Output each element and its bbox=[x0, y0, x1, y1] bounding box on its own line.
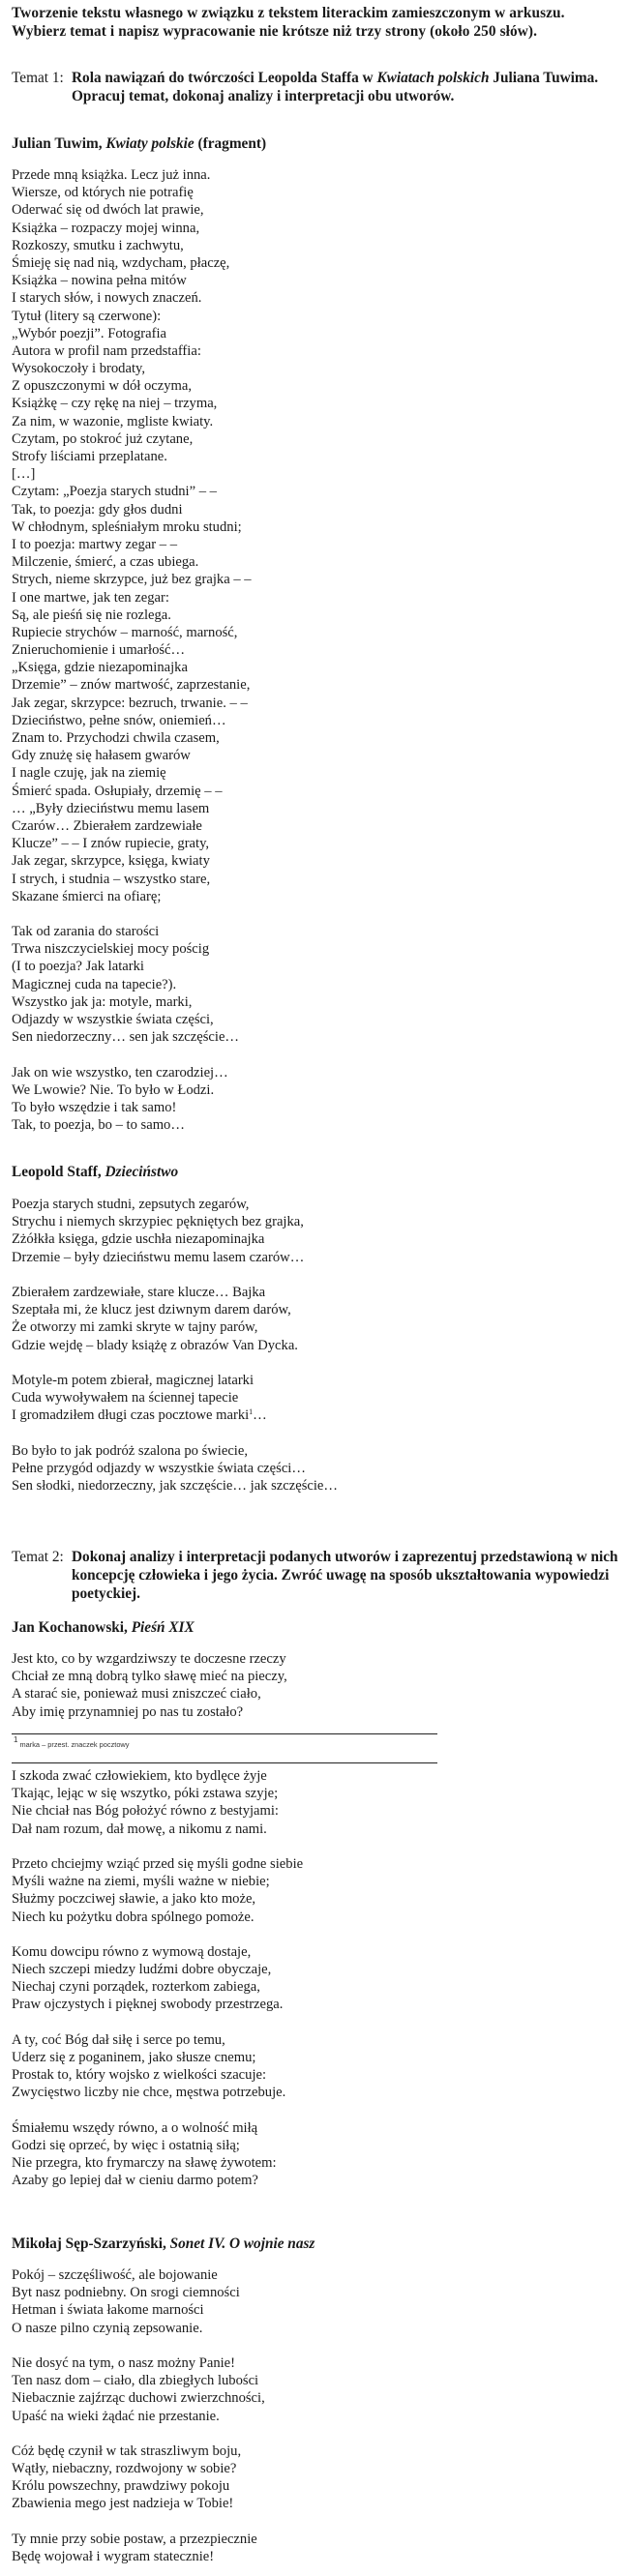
poem-line-text: Strofy liściami przeplatane. bbox=[12, 449, 167, 464]
poem-line-text: Byt nasz podniebny. On srogi ciemności bbox=[12, 2285, 240, 2301]
poem-line bbox=[12, 2301, 265, 2319]
poem-line-text: Pełne przygód odjazdy w wszystkie świata części… bbox=[12, 1460, 306, 1476]
poem-line bbox=[12, 835, 252, 852]
poem-line bbox=[12, 1650, 287, 1668]
poem-line-text: Magicznej cuda na tapecie?). bbox=[12, 976, 177, 992]
poem-3-body-part-1 bbox=[12, 1650, 287, 1721]
poem-line-text: Prostak to, który wojsko z wielkości szacuje: bbox=[12, 2067, 267, 2084]
poem-1-title: Kwiaty polskie bbox=[105, 135, 195, 152]
poem-line-text: „Księga, gdzie niezapominajka bbox=[12, 660, 188, 676]
poem-line bbox=[12, 413, 252, 430]
poem-line-text: Przeto chciejmy wziąć przed się myśli godne siebie bbox=[12, 1855, 304, 1872]
poem-line-text: Jak zegar, skrzypce: bezruch, trwanie. – – bbox=[12, 695, 248, 711]
poem-line bbox=[12, 2443, 265, 2460]
poem-line-text: Strych, nieme skrzypce, już bez grajka – – bbox=[12, 572, 252, 588]
poem-line bbox=[12, 659, 252, 676]
poem-line bbox=[12, 571, 252, 588]
poem-line bbox=[12, 2084, 325, 2101]
poem-line bbox=[12, 1873, 325, 1890]
poem-line-text: Oderwać się od dwóch lat prawie, bbox=[12, 202, 204, 219]
poem-line-text: Pokój – szczęśliwość, ale bojowanie bbox=[12, 2267, 218, 2283]
poem-line-text: … „Były dzieciństwu memu lasem bbox=[12, 800, 210, 816]
poem-line-text: Godzi się oprzeć, by więc i ostatnią siłą; bbox=[12, 2137, 240, 2153]
poem-line bbox=[12, 783, 252, 800]
poem-line bbox=[12, 1196, 338, 1213]
poem-line-text: Czytam: „Poezja starych studni” – – bbox=[12, 484, 217, 500]
poem-line bbox=[12, 448, 252, 465]
topic-2 bbox=[12, 1548, 618, 1603]
poem-line bbox=[12, 360, 252, 377]
poem-line bbox=[12, 1011, 252, 1028]
poem-line bbox=[12, 289, 252, 307]
poem-line bbox=[12, 607, 252, 624]
poem-line bbox=[12, 272, 252, 289]
poem-line-text: Tkając, lejąc w się wszytko, póki zstawa szyje; bbox=[12, 1786, 279, 1802]
poem-line-text: I one martwe, jak ten zegar: bbox=[12, 589, 169, 606]
poem-line-text: Niech szczepi miedzy ludźmi dobre obyczaje, bbox=[12, 1962, 272, 1978]
poem-line bbox=[12, 993, 252, 1011]
stanza-break bbox=[12, 2425, 265, 2443]
poem-line-text: Klucze” – – I znów rupiecie, graty, bbox=[12, 836, 210, 852]
poem-1-heading bbox=[12, 134, 266, 153]
poem-line-text: Azaby go lepiej dał w cieniu darmo potem? bbox=[12, 2173, 258, 2189]
stanza-break bbox=[12, 1266, 338, 1284]
poem-4-author: Mikołaj Sęp-Szarzyński, bbox=[12, 2235, 170, 2252]
poem-2-body bbox=[12, 1196, 338, 1495]
instructions-line-2: Wybierz temat i napisz wypracowanie nie krótsze niż trzy strony (około 250 słów). bbox=[12, 23, 537, 40]
poem-line-text: Służmy poczciwej sławie, a jako kto może, bbox=[12, 1891, 256, 1908]
poem-line-text: O nasze pilno czynią zepsowanie. bbox=[12, 2320, 203, 2336]
topic-2-text-line-3: poetyckiej. bbox=[72, 1585, 140, 1602]
topic-2-text bbox=[72, 1548, 618, 1603]
poem-line bbox=[12, 641, 252, 659]
poem-line bbox=[12, 2284, 265, 2301]
poem-line-text: Będę wojował i wygram statecznie! bbox=[12, 2549, 215, 2564]
poem-line bbox=[12, 2354, 265, 2372]
poem-line bbox=[12, 1116, 252, 1134]
poem-3-title: Pieśń XIX bbox=[131, 1619, 195, 1636]
topic-1-text-line-2: Opracuj temat, dokonaj analizy i interpretacji obu utworów. bbox=[72, 88, 455, 104]
poem-line bbox=[12, 1767, 325, 1785]
poem-line-text: Czarów… Zbierałem zardzewiałe bbox=[12, 817, 202, 834]
poem-line-text: Myśli ważne na ziemi, myśli ważne w niebie; bbox=[12, 1874, 270, 1890]
poem-line-text: Motyle-m potem zbierał, magicznej latarki bbox=[12, 1372, 255, 1388]
poem-line bbox=[12, 1821, 325, 1838]
poem-line-text: Drzemie – były dzieciństwu memu lasem czarów… bbox=[12, 1249, 305, 1265]
poem-line bbox=[12, 1318, 338, 1336]
poem-line bbox=[12, 2372, 265, 2389]
poem-line bbox=[12, 2119, 325, 2137]
stanza-break bbox=[12, 1926, 325, 1943]
poem-line bbox=[12, 1442, 338, 1460]
poem-line-text: Wiersze, od których nie potrafię bbox=[12, 185, 194, 201]
poem-line-text: Rozkoszy, smutku i zachwytu, bbox=[12, 237, 184, 253]
poem-line bbox=[12, 1389, 338, 1406]
topic-1-label: Temat 1: bbox=[12, 70, 64, 86]
poem-line-text: I szkoda zwać człowiekiem, kto bydlęce żyje bbox=[12, 1768, 267, 1784]
poem-3-body-part-2 bbox=[12, 1767, 325, 2190]
poem-line-text: Zżółkła księga, gdzie uschła niezapominajka bbox=[12, 1231, 265, 1248]
poem-line-text: (I to poezja? Jak latarki bbox=[12, 959, 144, 975]
poem-line-text: Rupiecie strychów – marność, marność, bbox=[12, 624, 238, 640]
poem-line bbox=[12, 2408, 265, 2425]
footnote-rule-top bbox=[12, 1733, 437, 1734]
poem-line-text: Aby imię przynamniej po nas tu zostało? bbox=[12, 1703, 244, 1720]
poem-line-text: Nie przegra, kto frymarczy na sławę żywotem: bbox=[12, 2155, 277, 2172]
footnote-reference: 1 bbox=[249, 1407, 254, 1417]
stanza-break bbox=[12, 2014, 325, 2031]
poem-line-text: Zwycięstwo liczby nie chce, męstwa potrzebuje. bbox=[12, 2085, 286, 2101]
poem-3-heading bbox=[12, 1618, 195, 1637]
poem-line-text: Tak od zarania do starości bbox=[12, 924, 160, 940]
poem-line-text: Uderz się z poganinem, jako słusze cnemu; bbox=[12, 2050, 256, 2065]
poem-line-text: W chłodnym, spleśniałym mroku studni; bbox=[12, 518, 242, 535]
poem-line-text: Śmieję się nad nią, wzdycham, płaczę, bbox=[12, 254, 230, 271]
poem-line bbox=[12, 465, 252, 483]
footnote bbox=[14, 1735, 130, 1750]
poem-line-text: Niechaj czyni porządek, rozterkom zabiega, bbox=[12, 1979, 260, 1996]
poem-line-text: Gdzie wejdę – blady książę z obrazów Van Dycka. bbox=[12, 1337, 298, 1353]
poem-line-text: Że otworzy mi zamki skryte w tajny parów, bbox=[12, 1319, 258, 1336]
topic-1-book-title: Kwiatach polskich bbox=[376, 70, 490, 86]
poem-line bbox=[12, 676, 252, 694]
poem-line-text: We Lwowie? Nie. To było w Łodzi. bbox=[12, 1081, 215, 1098]
poem-line-text: Znieruchomienie i umarłość… bbox=[12, 642, 186, 659]
poem-line bbox=[12, 1703, 287, 1721]
poem-line-text: I gromadziłem długi czas pocztowe marki bbox=[12, 1407, 250, 1424]
poem-line-text: Śmierć spada. Osłupiały, drzemię – – bbox=[12, 783, 223, 799]
poem-line bbox=[12, 1028, 252, 1046]
poem-line bbox=[12, 325, 252, 342]
poem-line bbox=[12, 764, 252, 782]
poem-line bbox=[12, 1978, 325, 1996]
poem-2-author: Leopold Staff, bbox=[12, 1164, 105, 1180]
poem-line bbox=[12, 1943, 325, 1961]
poem-line-text: Jest kto, co by wzgardziwszy te doczesne rzeczy bbox=[12, 1651, 286, 1667]
poem-line bbox=[12, 1099, 252, 1116]
poem-line bbox=[12, 2049, 325, 2066]
poem-line-text: Książka – rozpaczy mojej winna, bbox=[12, 220, 200, 236]
poem-1-note: (fragment) bbox=[194, 135, 267, 152]
poem-line-text: […] bbox=[12, 466, 36, 483]
stanza-break bbox=[12, 2513, 265, 2531]
poem-line bbox=[12, 1284, 338, 1301]
poem-line bbox=[12, 976, 252, 993]
poem-line-text: Hetman i świata łakome marności bbox=[12, 2302, 204, 2319]
poem-line-text: To było wszędzie i tak samo! bbox=[12, 1099, 177, 1115]
poem-line-text: Z opuszczonymi w dół oczyma, bbox=[12, 378, 193, 395]
poem-line bbox=[12, 184, 252, 201]
poem-line bbox=[12, 1064, 252, 1081]
poem-line bbox=[12, 958, 252, 975]
poem-line bbox=[12, 2531, 265, 2548]
poem-line bbox=[12, 695, 252, 712]
poem-line-text: Królu powszechny, prawdziwy pokoju bbox=[12, 2478, 230, 2495]
poem-line bbox=[12, 201, 252, 219]
poem-line bbox=[12, 852, 252, 870]
poem-line bbox=[12, 2477, 265, 2495]
instructions bbox=[12, 4, 565, 41]
poem-line bbox=[12, 536, 252, 553]
poem-line bbox=[12, 1685, 287, 1703]
poem-4-body bbox=[12, 2266, 265, 2565]
poem-line bbox=[12, 1909, 325, 1926]
poem-line-text: Sen niedorzeczny… sen jak szczęście… bbox=[12, 1029, 240, 1046]
poem-line bbox=[12, 1961, 325, 1978]
poem-line bbox=[12, 1230, 338, 1248]
topic-1 bbox=[12, 69, 598, 105]
poem-line-text: I to poezja: martwy zegar – – bbox=[12, 536, 177, 552]
poem-line-text: Są, ale pieśń się nie rozlega. bbox=[12, 607, 171, 623]
poem-line-text: Ty mnie przy sobie postaw, a przezpiecznie bbox=[12, 2531, 257, 2547]
poem-line-text: Gdy znużę się hałasem gwarów bbox=[12, 748, 191, 764]
poem-line bbox=[12, 1301, 338, 1318]
poem-line-text: Zbierałem zardzewiałe, stare klucze… Bajka bbox=[12, 1284, 266, 1300]
stanza-break bbox=[12, 1838, 325, 1855]
poem-line-text: Wysokoczoły i brodaty, bbox=[12, 361, 145, 377]
poem-line-text: Zbawienia mego jest nadzieja w Tobie! bbox=[12, 2496, 234, 2512]
poem-line bbox=[12, 395, 252, 412]
poem-line-text: Tak, to poezja, bo – to samo… bbox=[12, 1117, 185, 1134]
poem-line bbox=[12, 377, 252, 395]
poem-line bbox=[12, 817, 252, 835]
poem-line bbox=[12, 553, 252, 571]
poem-line-text: Tytuł (litery są czerwone): bbox=[12, 308, 162, 324]
poem-line-text: Czytam, po stokroć już czytane, bbox=[12, 430, 194, 447]
poem-line-text: Cóż będę czynił w tak straszliwym boju, bbox=[12, 2443, 242, 2459]
poem-line-text: Znam to. Przychodzi chwila czasem, bbox=[12, 730, 220, 746]
poem-line-text: Bo było to jak podróż szalona po świecie, bbox=[12, 1442, 248, 1459]
poem-line bbox=[12, 888, 252, 905]
poem-line-text: Poezja starych studni, zepsutych zegarów, bbox=[12, 1197, 250, 1212]
poem-line-text: Książkę – czy rękę na niej – trzyma, bbox=[12, 396, 218, 412]
poem-line-text: Nie dosyć na tym, o nasz możny Panie! bbox=[12, 2354, 236, 2371]
poem-line-text: Milczenie, śmierć, a czas ubiega. bbox=[12, 554, 199, 571]
poem-line-text: Upaść na wieki żądać nie przestanie. bbox=[12, 2408, 220, 2424]
poem-line bbox=[12, 518, 252, 536]
poem-line-text: Dał nam rozum, dał mowę, a nikomu z nami. bbox=[12, 1821, 267, 1837]
stanza-break bbox=[12, 2102, 325, 2119]
poem-line-text: „Wybór poezji”. Fotografia bbox=[12, 325, 166, 341]
footnote-marker: 1 bbox=[14, 1735, 18, 1744]
poem-line-text: Szeptała mi, że klucz jest dziwnym darem darów, bbox=[12, 1302, 291, 1318]
footnote-text: marka – przest. znaczek pocztowy bbox=[17, 1740, 130, 1749]
poem-line bbox=[12, 624, 252, 641]
footnote-rule-bottom bbox=[12, 1762, 437, 1763]
topic-1-text-part: Juliana Tuwima. bbox=[489, 70, 599, 86]
stanza-break bbox=[12, 905, 252, 923]
poem-line bbox=[12, 2460, 265, 2477]
poem-line-text: Tak, to poezja: gdy głos dudni bbox=[12, 501, 183, 518]
poem-line-text: Chciał ze mną dobrą tylko sławę mieć na pieczy, bbox=[12, 1669, 287, 1685]
poem-line bbox=[12, 2548, 265, 2565]
poem-line bbox=[12, 1213, 338, 1230]
poem-line-text: A ty, coć Bóg dał siłę i serce po temu, bbox=[12, 2031, 225, 2048]
poem-line bbox=[12, 254, 252, 272]
stanza-break bbox=[12, 1424, 338, 1441]
poem-line bbox=[12, 1890, 325, 1908]
poem-line-text: Przede mną książka. Lecz już inna. bbox=[12, 167, 211, 183]
topic-2-text-line-1: Dokonaj analizy i interpretacji podanych utworów i zaprezentuj przedstawioną w nich bbox=[72, 1549, 618, 1565]
poem-line-text: Śmiałemu wszędy równo, a o wolność miłą bbox=[12, 2119, 258, 2136]
poem-line-text: Ten nasz dom – ciało, dla zbiegłych lubości bbox=[12, 2373, 259, 2389]
poem-line bbox=[12, 483, 252, 500]
poem-line bbox=[12, 923, 252, 940]
poem-line bbox=[12, 2320, 265, 2337]
poem-line bbox=[12, 166, 252, 184]
poem-line bbox=[12, 729, 252, 747]
poem-line bbox=[12, 2137, 325, 2154]
poem-2-heading bbox=[12, 1163, 178, 1181]
poem-line-text: Za nim, w wazonie, mgliste kwiaty. bbox=[12, 413, 214, 429]
poem-line-text: Niebacznie zajźrząc duchowi zwierzchności, bbox=[12, 2390, 265, 2407]
topic-2-label: Temat 2: bbox=[12, 1549, 64, 1565]
poem-4-heading bbox=[12, 2235, 325, 2253]
poem-line bbox=[12, 1802, 325, 1820]
poem-line bbox=[12, 501, 252, 518]
poem-line bbox=[12, 871, 252, 888]
poem-line-text: Nie chciał nas Bóg położyć równo z bestyjami: bbox=[12, 1803, 279, 1820]
poem-line-text: Skazane śmierci na ofiarę; bbox=[12, 888, 162, 904]
stanza-break bbox=[12, 2337, 265, 2354]
poem-line bbox=[12, 2389, 265, 2407]
poem-line-text: Praw ojczystych i pięknej swobody przestrzega. bbox=[12, 1997, 284, 2013]
poem-line-ellipsis: … bbox=[253, 1407, 267, 1424]
poem-line bbox=[12, 342, 252, 360]
poem-line-text: Komu dowcipu równo z wymową dostaje, bbox=[12, 1943, 252, 1960]
poem-line-text: I starych słów, i nowych znaczeń. bbox=[12, 290, 202, 307]
poem-1-body bbox=[12, 166, 252, 1134]
poem-line-text: Jak zegar, skrzypce, księga, kwiaty bbox=[12, 853, 210, 870]
topic-1-text bbox=[72, 69, 598, 105]
poem-line bbox=[12, 1372, 338, 1389]
poem-3-author: Jan Kochanowski, bbox=[12, 1619, 132, 1636]
stanza-break bbox=[12, 1354, 338, 1372]
poem-line bbox=[12, 1668, 287, 1685]
poem-line bbox=[12, 2154, 325, 2172]
topic-2-text-line-2: koncepcję człowieka i jego życia. Zwróć uwagę na sposób ukształtowania wypowiedzi bbox=[72, 1567, 610, 1584]
poem-line bbox=[12, 2266, 265, 2284]
poem-line bbox=[12, 1249, 338, 1266]
stanza-break bbox=[12, 1046, 252, 1063]
poem-line-text: I nagle czuję, jak na ziemię bbox=[12, 765, 166, 782]
poem-line-text: Odjazdy w wszystkie świata części, bbox=[12, 1012, 214, 1027]
poem-line bbox=[12, 2031, 325, 2049]
poem-line-text: Niech ku pożytku dobra spólnego pomoże. bbox=[12, 1909, 255, 1925]
instructions-line-1: Tworzenie tekstu własnego w związku z tekstem literackim zamieszczonym w arkuszu. bbox=[12, 5, 565, 21]
poem-line bbox=[12, 1855, 325, 1873]
poem-line bbox=[12, 1081, 252, 1099]
poem-1-author: Julian Tuwim, bbox=[12, 135, 106, 152]
poem-2-title: Dzieciństwo bbox=[105, 1164, 179, 1180]
poem-line bbox=[12, 2172, 325, 2189]
poem-line-text: Autora w profil nam przedstaffia: bbox=[12, 342, 201, 359]
poem-line bbox=[12, 1406, 338, 1424]
poem-line-text: Wszystko jak ja: motyle, marki, bbox=[12, 993, 193, 1010]
poem-4-title: Sonet IV. O wojnie nasz bbox=[169, 2235, 315, 2252]
poem-line-text: A starać sie, ponieważ musi zniszczeć ciało, bbox=[12, 1686, 261, 1703]
poem-line bbox=[12, 800, 252, 817]
poem-line bbox=[12, 1477, 338, 1495]
poem-line-text: Trwa niszczycielskiej mocy pościg bbox=[12, 941, 210, 958]
poem-line bbox=[12, 2066, 325, 2084]
poem-line bbox=[12, 747, 252, 764]
poem-line-text: Jak on wie wszystko, ten czarodziej… bbox=[12, 1064, 228, 1081]
poem-line bbox=[12, 2495, 265, 2512]
poem-line bbox=[12, 1460, 338, 1477]
poem-line bbox=[12, 220, 252, 237]
poem-line bbox=[12, 1337, 338, 1354]
poem-line bbox=[12, 589, 252, 607]
poem-line-text: Książka – nowina pełna mitów bbox=[12, 273, 187, 289]
poem-line bbox=[12, 940, 252, 958]
topic-1-text-part: Rola nawiązań do twórczości Leopolda Staffa w bbox=[72, 70, 377, 86]
poem-line-text: Strychu i niemych skrzypiec pękniętych bez grajka, bbox=[12, 1214, 304, 1230]
poem-line-text: Dzieciństwo, pełne snów, oniemień… bbox=[12, 712, 226, 728]
poem-line bbox=[12, 712, 252, 729]
poem-line-text: Sen słodki, niedorzeczny, jak szczęście… jak szczęście… bbox=[12, 1478, 338, 1494]
poem-line-text: Cuda wywoływałem na ściennej tapecie bbox=[12, 1390, 239, 1406]
poem-line-text: Drzemie” – znów martwość, zaprzestanie, bbox=[12, 677, 251, 694]
poem-line-text: I strych, i studnia – wszystko stare, bbox=[12, 871, 211, 887]
poem-line bbox=[12, 1785, 325, 1802]
poem-line-text: Wątły, niebaczny, rozdwojony w sobie? bbox=[12, 2461, 237, 2477]
poem-line bbox=[12, 430, 252, 448]
poem-line bbox=[12, 237, 252, 254]
poem-line bbox=[12, 1996, 325, 2013]
poem-line bbox=[12, 308, 252, 325]
